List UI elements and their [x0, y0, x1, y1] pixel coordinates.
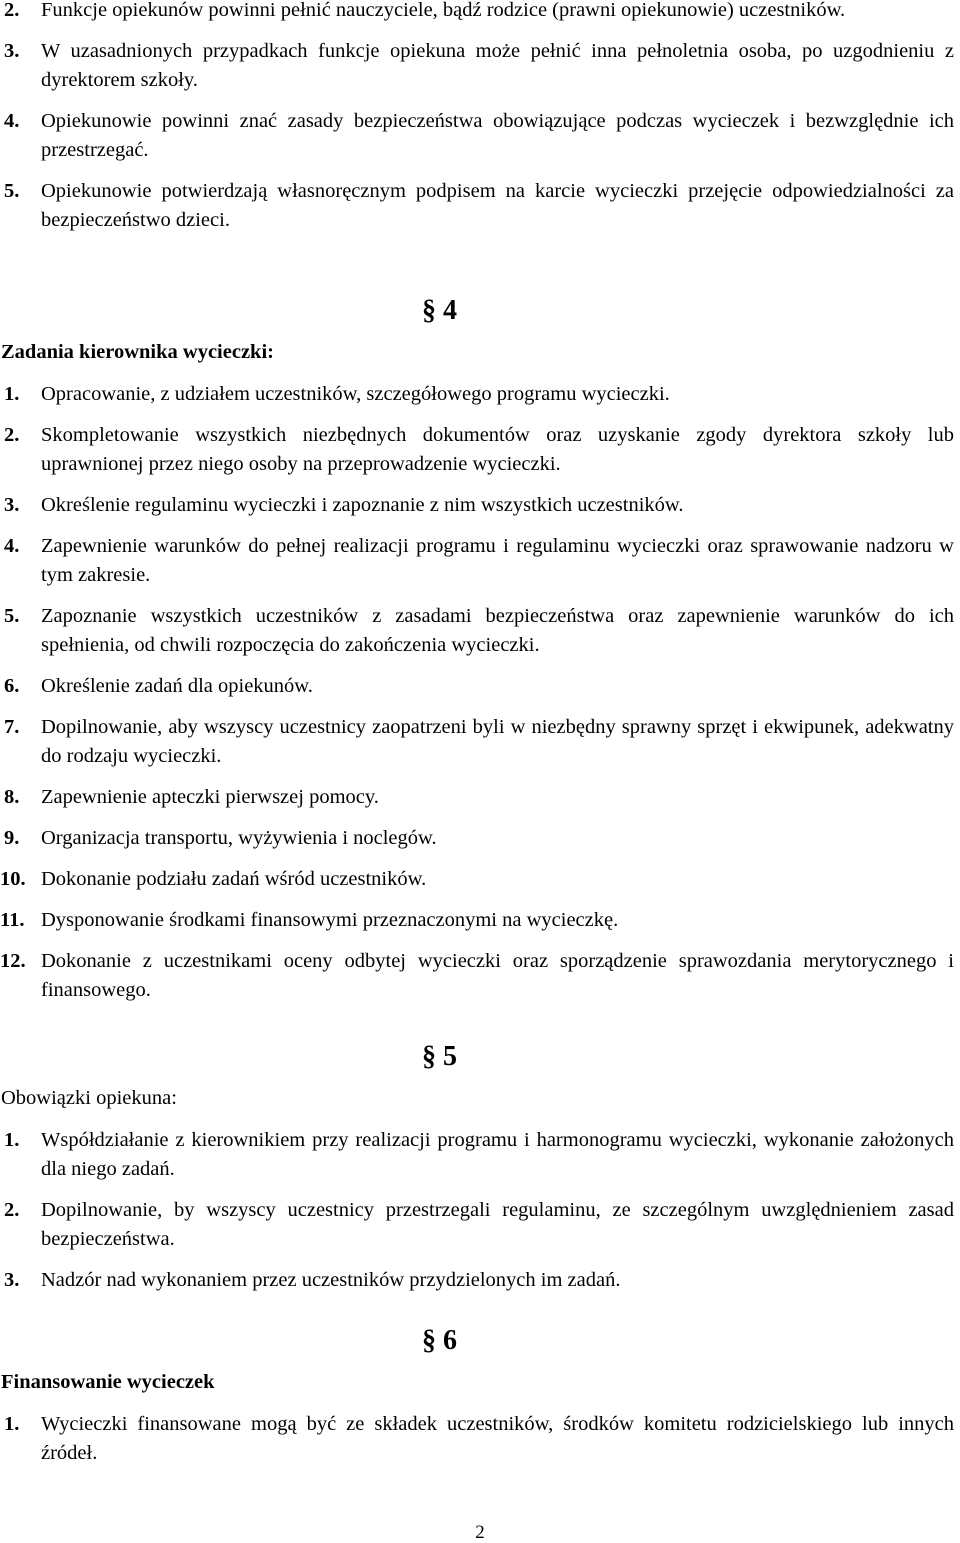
list-item: [0, 107, 958, 165]
list-item-number: 12.: [0, 950, 26, 972]
section-3-list: [0, 0, 958, 247]
list-item-text: Wycieczki finansowane mogą być ze składek uczestników, środków komitetu rodzicielskiego lub innych źródeł.: [41, 1413, 954, 1464]
list-item: [0, 602, 958, 660]
list-item-text: Dopilnowanie, aby wszyscy uczestnicy zaopatrzeni byli w niezbędny sprawny sprzęt i ekwipunek, adekwatny do rodzaju wycieczki.: [41, 716, 954, 767]
list-item-text: Dysponowanie środkami finansowymi przeznaczonymi na wycieczkę.: [41, 909, 619, 931]
list-item: [0, 1126, 958, 1184]
list-item-text: Zapoznanie wszystkich uczestników z zasadami bezpieczeństwa oraz zapewnienie warunków do ich spełnienia, od chwili rozpoczęcia do zakończenia wycieczki.: [41, 605, 954, 656]
list-item: [0, 947, 958, 1005]
list-item-number: 6.: [4, 675, 20, 697]
list-item-text: Współdziałanie z kierownikiem przy realizacji programu i harmonogramu wycieczki, wykonanie założonych dla niego zadań.: [41, 1129, 954, 1180]
list-item-number: 4.: [4, 110, 20, 132]
list-item-text: Opiekunowie potwierdzają własnoręcznym podpisem na karcie wycieczki przejęcie odpowiedzialności za bezpieczeństwo dzieci.: [41, 180, 954, 231]
paragraph-sign-6: § 6: [422, 1325, 457, 1356]
list-item: [0, 865, 958, 894]
list-item-number: 2.: [4, 424, 20, 446]
list-item-text: Organizacja transportu, wyżywienia i noclegów.: [41, 827, 437, 849]
list-item: [0, 713, 958, 771]
list-item-text: Skompletowanie wszystkich niezbędnych dokumentów oraz uzyskanie zgody dyrektora szkoły lub uprawnionej przez niego osoby na przeprowadzenie wycieczki.: [41, 424, 954, 475]
list-item-number: 3.: [4, 1269, 20, 1291]
section-5-heading: Obowiązki opiekuna:: [1, 1087, 177, 1109]
list-item-number: 7.: [4, 716, 20, 738]
paragraph-sign-5: § 5: [422, 1041, 457, 1072]
list-item: [0, 491, 958, 520]
list-item-number: 8.: [4, 786, 20, 808]
list-item: [0, 421, 958, 479]
list-item-number: 3.: [4, 40, 20, 62]
list-item: [0, 1266, 958, 1295]
list-item-number: 1.: [4, 383, 20, 405]
section-4-list: [0, 380, 958, 1017]
list-item-text: Funkcje opiekunów powinni pełnić nauczyciele, bądź rodzice (prawni opiekunowie) uczestników.: [41, 0, 846, 21]
list-item-number: 1.: [4, 1129, 20, 1151]
list-item: [0, 906, 958, 935]
list-item: [0, 37, 958, 95]
list-item-text: Opiekunowie powinni znać zasady bezpieczeństwa obowiązujące podczas wycieczek i bezwzględnie ich przestrzegać.: [41, 110, 954, 161]
list-item-number: 10.: [0, 868, 26, 890]
list-item-text: Dokonanie z uczestnikami oceny odbytej wycieczki oraz sporządzenie sprawozdania merytorycznego i finansowego.: [41, 950, 954, 1001]
list-item-number: 2.: [4, 1199, 20, 1221]
page-number: 2: [475, 1522, 485, 1543]
list-item-text: Dokonanie podziału zadań wśród uczestników.: [41, 868, 427, 890]
list-item-text: W uzasadnionych przypadkach funkcje opiekuna może pełnić inna pełnoletnia osoba, po uzgodnieniu z dyrektorem szkoły.: [41, 40, 954, 91]
list-item-number: 5.: [4, 180, 20, 202]
section-5-list: [0, 1126, 958, 1307]
list-item: [0, 0, 958, 25]
paragraph-sign-4: § 4: [422, 295, 457, 326]
list-item-text: Nadzór nad wykonaniem przez uczestników przydzielonych im zadań.: [41, 1269, 621, 1291]
list-item-number: 1.: [4, 1413, 20, 1435]
list-item-number: 3.: [4, 494, 20, 516]
section-4-heading: Zadania kierownika wycieczki:: [1, 341, 274, 363]
list-item-text: Dopilnowanie, by wszyscy uczestnicy przestrzegali regulaminu, ze szczególnym uwzględnieniem zasad bezpieczeństwa.: [41, 1199, 954, 1250]
list-item-text: Opracowanie, z udziałem uczestników, szczegółowego programu wycieczki.: [41, 383, 670, 405]
list-item: [0, 1196, 958, 1254]
section-6-list: [0, 1410, 958, 1480]
list-item-text: Zapewnienie apteczki pierwszej pomocy.: [41, 786, 379, 808]
list-item: [0, 532, 958, 590]
list-item-number: 4.: [4, 535, 20, 557]
list-item: [0, 824, 958, 853]
list-item: [0, 672, 958, 701]
section-6-heading: Finansowanie wycieczek: [1, 1371, 215, 1393]
list-item-text: Określenie regulaminu wycieczki i zapoznanie z nim wszystkich uczestników.: [41, 494, 684, 516]
list-item-text: Zapewnienie warunków do pełnej realizacji programu i regulaminu wycieczki oraz sprawowanie nadzoru w tym zakresie.: [41, 535, 954, 586]
list-item: [0, 380, 958, 409]
list-item: [0, 1410, 958, 1468]
list-item-text: Określenie zadań dla opiekunów.: [41, 675, 313, 697]
list-item: [0, 177, 958, 235]
list-item: [0, 783, 958, 812]
list-item-number: 5.: [4, 605, 20, 627]
list-item-number: 9.: [4, 827, 20, 849]
list-item-number: 11.: [0, 909, 25, 931]
list-item-number: 2.: [4, 0, 20, 21]
